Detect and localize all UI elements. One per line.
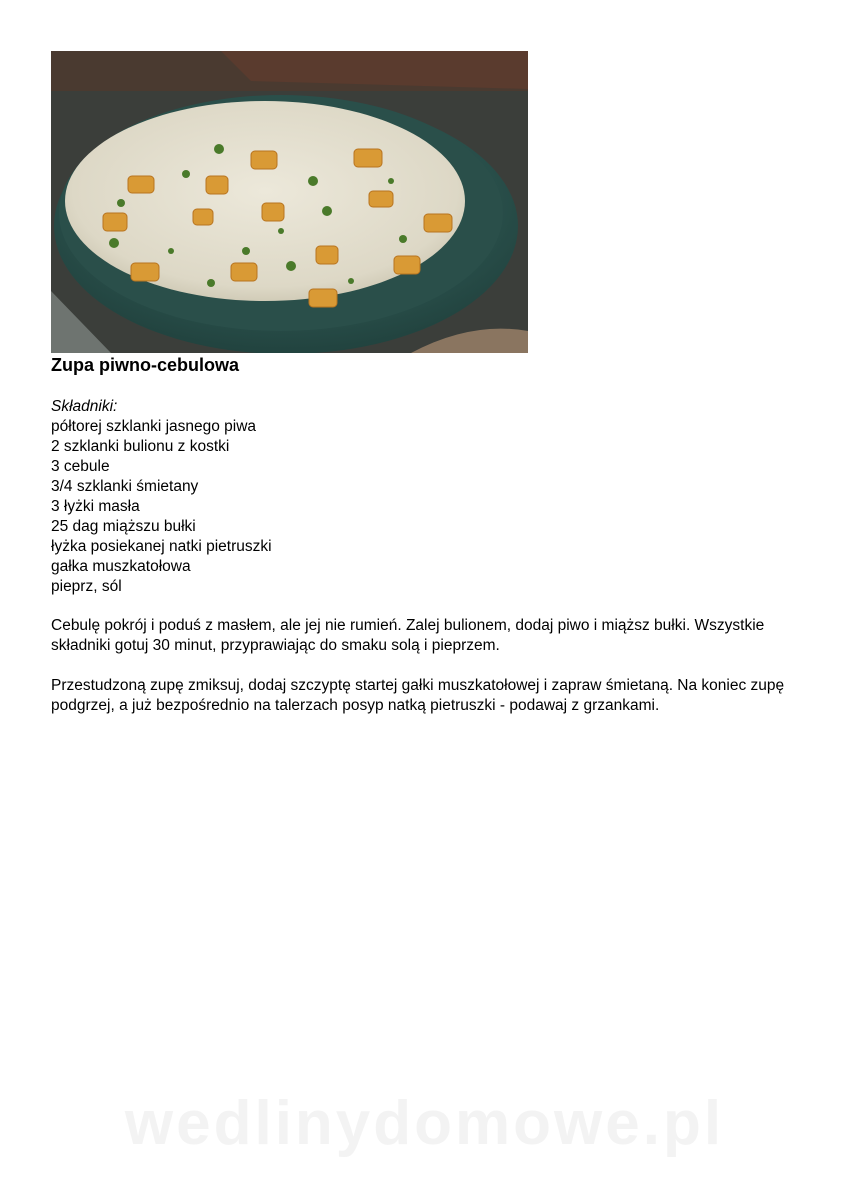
- soup-photo: [51, 51, 528, 353]
- ingredient-item: 2 szklanki bulionu z kostki: [51, 438, 230, 455]
- instructions-paragraph: Cebulę pokrój i poduś z masłem, ale jej nie rumień. Zalej bulionem, dodaj piwo i miąższ bułki. Wszystkie składniki gotuj 30 minut, przyprawiając do smaku solą i pieprzem.: [51, 617, 765, 654]
- instructions-paragraph: Przestudzoną zupę zmiksuj, dodaj szczyptę startej gałki muszkatołowej i zapraw śmietaną. Na koniec zupę podgrzej, a już bezpośrednio na talerzach posyp natką pietruszki - podawaj z grzankami.: [51, 677, 785, 714]
- ingredient-item: 3 cebule: [51, 458, 110, 475]
- ingredients-section: [51, 397, 272, 597]
- ingredient-item: 3/4 szklanki śmietany: [51, 478, 199, 495]
- ingredients-list: [51, 417, 272, 597]
- ingredient-item: gałka muszkatołowa: [51, 558, 191, 575]
- ingredient-item: 25 dag miąższu bułki: [51, 518, 196, 535]
- watermark: wedlinydomowe.pl: [124, 1089, 725, 1158]
- ingredient-item: 3 łyżki masła: [51, 498, 140, 515]
- recipe-title: Zupa piwno-cebulowa: [51, 355, 239, 375]
- ingredient-item: łyżka posiekanej natki pietruszki: [51, 538, 272, 555]
- ingredient-item: pieprz, sól: [51, 578, 122, 595]
- ingredients-label: Składniki:: [51, 398, 118, 415]
- ingredient-item: półtorej szklanki jasnego piwa: [51, 418, 257, 435]
